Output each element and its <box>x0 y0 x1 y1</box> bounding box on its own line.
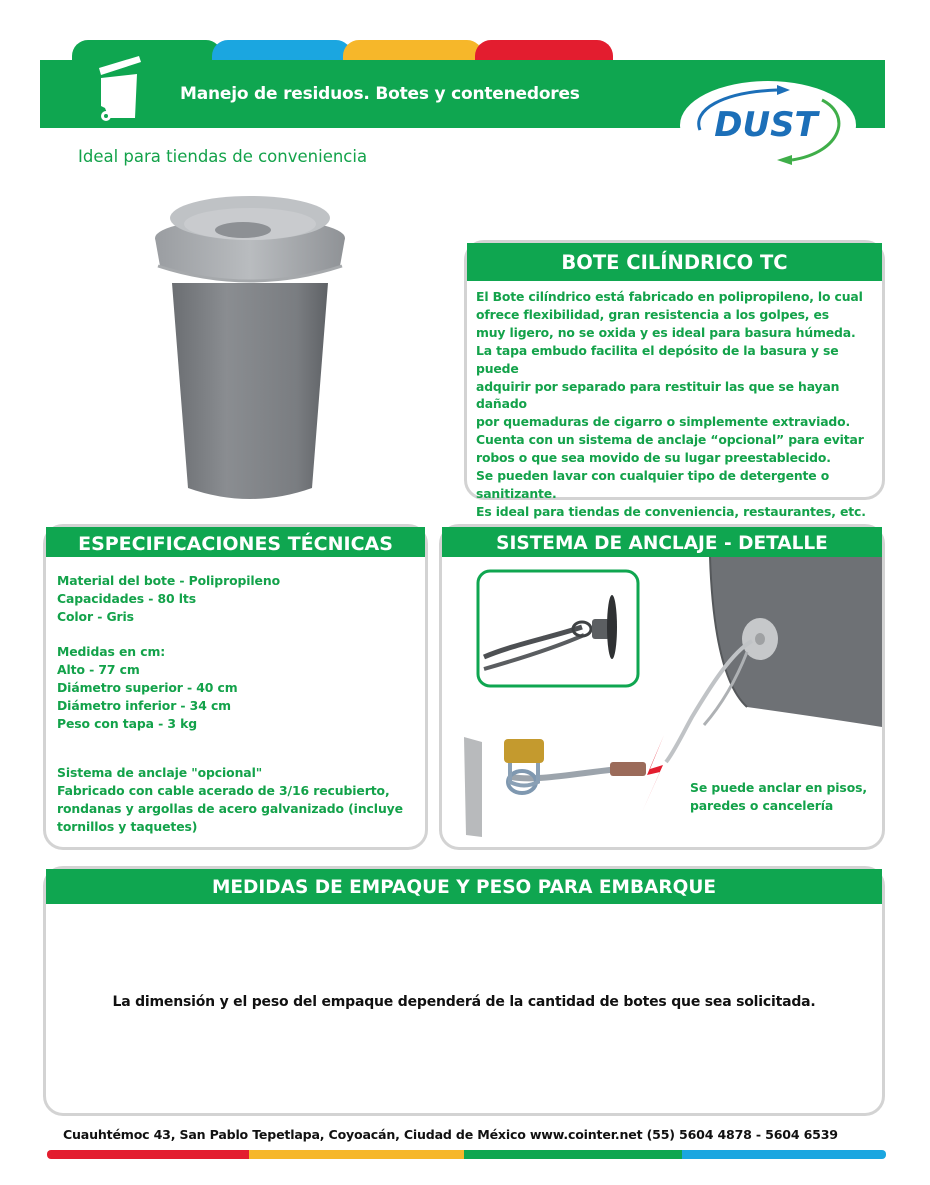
shipping-title: MEDIDAS DE EMPAQUE Y PESO PARA EMBARQUE <box>46 869 882 904</box>
spec-line: Medidas en cm: <box>57 644 166 659</box>
footer-bar-yellow <box>249 1150 464 1159</box>
description-line: sanitizante. <box>476 485 557 501</box>
description-line: La tapa embudo facilita el depósito de la basura y se puede <box>476 342 839 376</box>
spec-line: Color - Gris <box>57 609 134 624</box>
shipping-text: La dimensión y el peso del empaque dependerá de la cantidad de botes que sea solicitada. <box>112 994 816 1010</box>
footer-bar-red <box>47 1150 249 1159</box>
spec-line: Capacidades - 80 lts <box>57 591 197 606</box>
spec-line: Sistema de anclaje "opcional" <box>57 765 263 780</box>
description-line: adquirir por separado para restituir las que se hayan dañado <box>476 378 840 412</box>
caption-line: paredes o cancelería <box>690 798 834 813</box>
spec-line: Fabricado con cable acerado de 3/16 recubierto, <box>57 783 390 798</box>
description-line: El Bote cilíndrico está fabricado en polipropileno, lo cual <box>476 289 863 304</box>
footer-bar-green <box>464 1150 682 1159</box>
description-line: por quemaduras de cigarro o simplemente extraviado. <box>476 414 851 430</box>
description-line: Se pueden lavar con cualquier tipo de detergente o <box>476 468 830 484</box>
description-line: robos o que sea movido de su lugar preestablecido. <box>476 450 831 466</box>
trash-bin-icon <box>95 48 145 123</box>
caption-line: Se puede anclar en pisos, <box>690 780 868 795</box>
specs-measures <box>46 626 425 733</box>
specs-title: ESPECIFICACIONES TÉCNICAS <box>46 527 425 557</box>
spec-line: rondanas y argollas de acero galvanizado (incluye <box>57 801 403 816</box>
product-panel <box>464 240 885 519</box>
spec-line: Material del bote - Polipropileno <box>57 573 280 588</box>
anchor-detail-caption <box>690 779 867 815</box>
specs-general <box>46 557 425 626</box>
description-line: Cuenta con un sistema de anclaje “opcional” para evitar <box>476 432 864 448</box>
description-line: muy ligero, no se oxida y es ideal para basura húmeda. <box>476 324 856 340</box>
anchor-detail-panel <box>439 524 885 850</box>
product-title: BOTE CILÍNDRICO TC <box>467 243 882 281</box>
specs-panel <box>43 524 428 850</box>
header-title: Manejo de residuos. Botes y contenedores <box>180 84 580 104</box>
spec-line: Diámetro superior - 40 cm <box>57 680 238 695</box>
footer-contact: Cuauhtémoc 43, San Pablo Tepetlapa, Coyoacán, Ciudad de México www.cointer.net (55) 5604 4878 - 5604 6539 <box>63 1127 838 1142</box>
specs-anchor <box>46 733 425 836</box>
description-line: ofrece flexibilidad, gran resistencia a los golpes, es <box>476 306 829 322</box>
page-subtitle: Ideal para tiendas de conveniencia <box>78 147 368 166</box>
description-line: Es ideal para tiendas de conveniencia, restaurantes, etc. <box>476 503 866 519</box>
dust-logo <box>682 80 862 170</box>
footer-bar-blue <box>682 1150 886 1159</box>
product-description <box>467 281 882 521</box>
spec-line: tornillos y taquetes) <box>57 819 198 834</box>
product-bin-image <box>150 188 350 508</box>
shipping-panel <box>43 866 885 1116</box>
spec-line: Peso con tapa - 3 kg <box>57 716 198 731</box>
spec-line: Diámetro inferior - 34 cm <box>57 698 231 713</box>
spec-line: Alto - 77 cm <box>57 662 140 677</box>
logo-text: DUST <box>714 105 818 145</box>
anchor-detail-title: SISTEMA DE ANCLAJE - DETALLE <box>442 527 882 557</box>
